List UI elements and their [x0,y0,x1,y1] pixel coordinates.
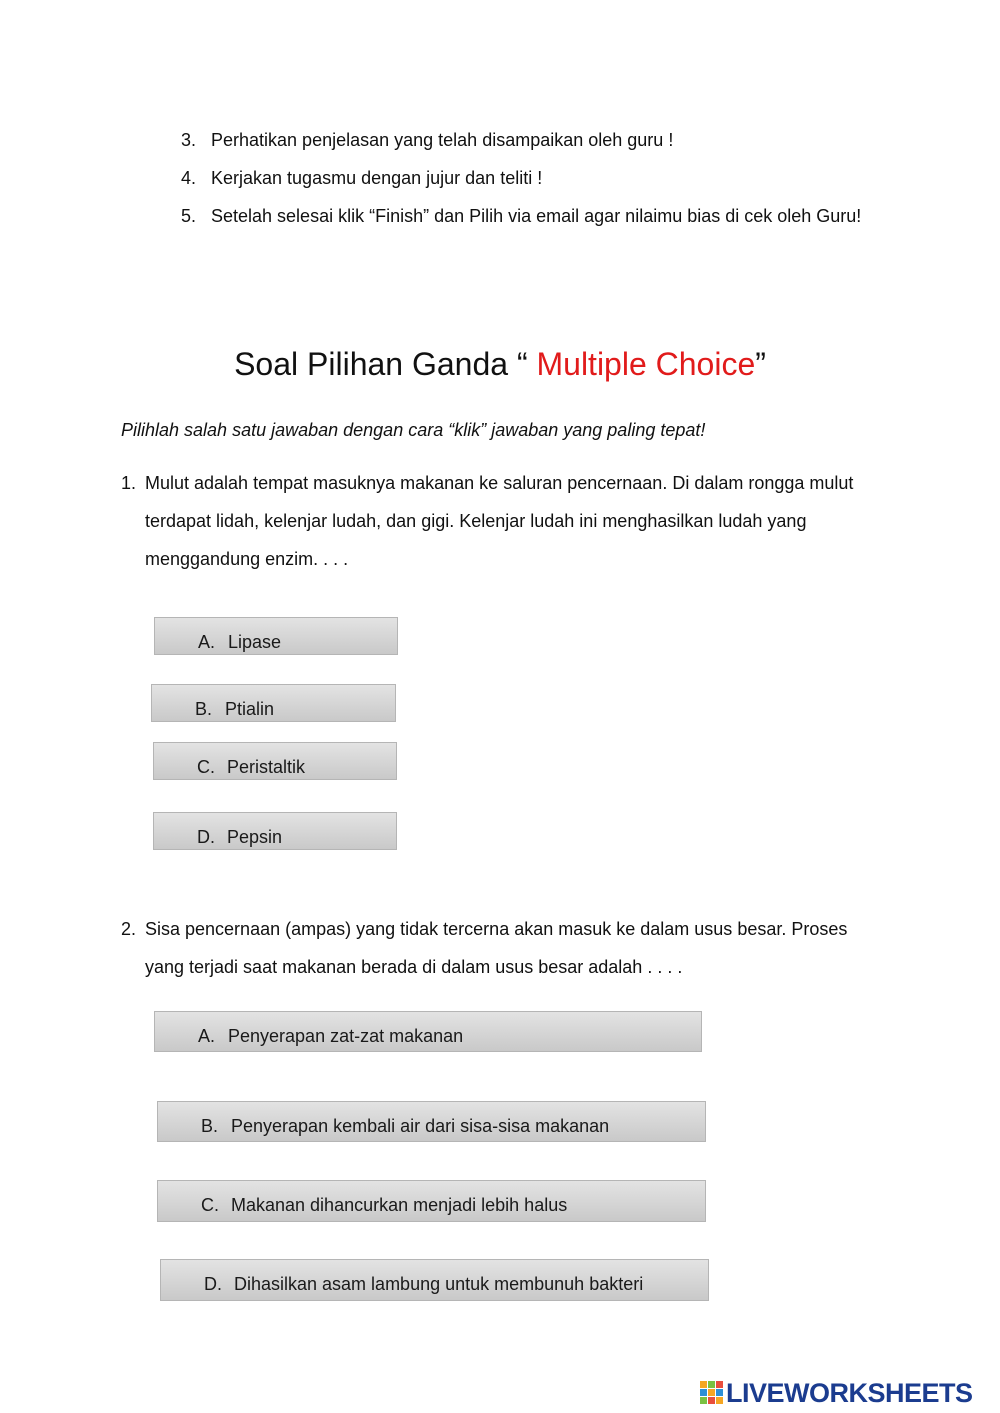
option-letter: C. [197,757,215,777]
page-title [0,346,1000,383]
q1-option-a-button[interactable] [154,617,398,655]
instruction-number: 3. [181,130,197,150]
option-letter: A. [198,1026,216,1046]
logo-blocks-icon [700,1381,724,1405]
liveworksheets-logo [700,1378,994,1408]
option-letter: B. [201,1116,219,1136]
instruction-item-3 [0,121,1000,159]
title-prefix: Soal Pilihan Ganda “ [234,346,537,382]
title-accent: Multiple Choice [536,346,756,382]
option-label: Peristaltik [227,757,306,777]
question-1 [0,464,1000,578]
q1-option-d-button[interactable] [153,812,397,850]
option-letter: B. [195,699,213,719]
option-label: Dihasilkan asam lambung untuk membunuh bakteri [234,1274,644,1294]
q2-option-c-button[interactable] [157,1180,706,1222]
logo-text: LIVEWORKSHEETS [726,1378,973,1408]
option-letter: D. [204,1274,222,1294]
question-text: Sisa pencernaan (ampas) yang tidak tercerna akan masuk ke dalam usus besar. Proses yang terjadi saat makanan berada di dalam usus besar adalah . . . . [145,919,848,977]
instruction-text: Perhatikan penjelasan yang telah disampaikan oleh guru ! [211,130,674,150]
question-2 [0,910,1000,986]
option-label: Penyerapan kembali air dari sisa-sisa makanan [231,1116,610,1136]
option-label: Makanan dihancurkan menjadi lebih halus [231,1195,568,1215]
question-number: 1. [121,473,137,493]
instruction-item-4 [0,159,1000,197]
instruction-text: Setelah selesai klik “Finish” dan Pilih via email agar nilaimu bias di cek oleh Guru! [211,206,862,226]
option-label: Pepsin [227,827,283,847]
option-label: Penyerapan zat-zat makanan [228,1026,464,1046]
q2-option-a-button[interactable] [154,1011,702,1052]
q2-option-b-button[interactable] [157,1101,706,1142]
option-letter: D. [197,827,215,847]
option-letter: A. [198,632,216,652]
q1-option-c-button[interactable] [153,742,397,780]
instruction-number: 4. [181,168,197,188]
option-label: Lipase [228,632,282,652]
option-label: Ptialin [225,699,275,719]
answer-instruction: Pilihlah salah satu jawaban dengan cara “klik” jawaban yang paling tepat! [121,420,706,440]
question-text: Mulut adalah tempat masuknya makanan ke saluran pencernaan. Di dalam rongga mulut terdapat lidah, kelenjar ludah, dan gigi. Kelenjar ludah ini menghasilkan ludah yang menggandung enzim. . . . [145,473,854,569]
instruction-number: 5. [181,206,197,226]
instruction-text: Kerjakan tugasmu dengan jujur dan teliti ! [211,168,543,188]
question-number: 2. [121,919,137,939]
title-suffix: ” [755,346,766,382]
instruction-item-5 [0,197,1000,273]
option-letter: C. [201,1195,219,1215]
q1-option-b-button[interactable] [151,684,396,722]
q2-option-d-button[interactable] [160,1259,709,1301]
